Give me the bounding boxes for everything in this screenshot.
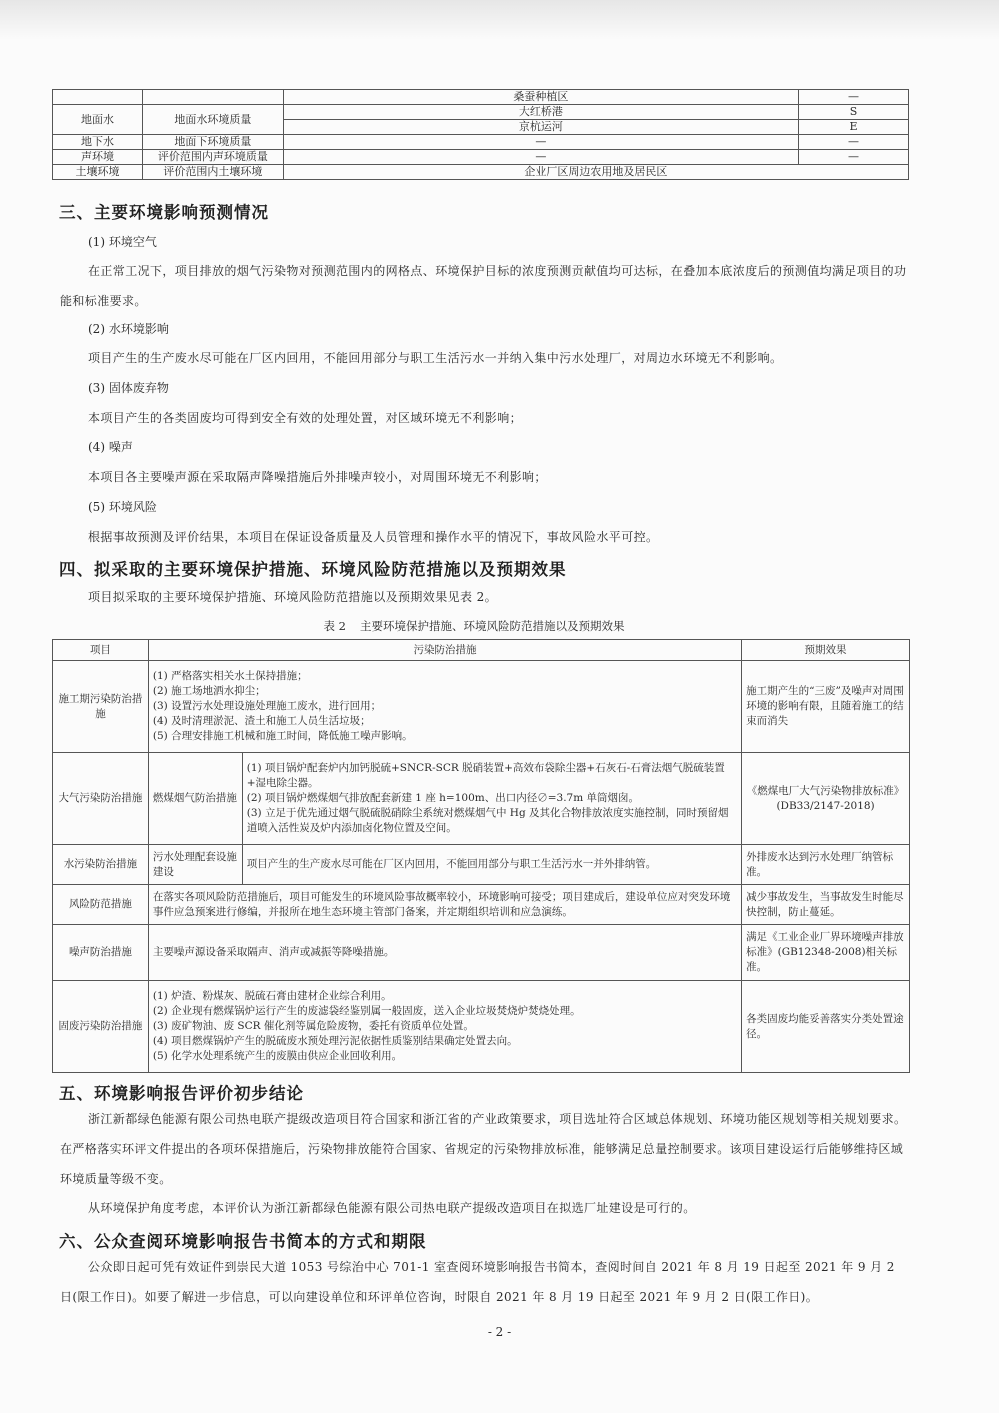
measure-item: (2) 企业现有燃煤锅炉运行产生的废滤袋经鉴别属一般固废，送入企业垃圾焚烧炉焚烧处理。: [152, 1005, 581, 1017]
paragraph: 浙江新都绿色能源有限公司热电联产提级改造项目符合国家和浙江省的产业政策要求，项目选址符合区域总体规划、环境功能区规划等相关规划要求。在严格落实环评文件提出的各项环保措施后，污染物排放能符合国家、省规定的污染物排放标准，能够满足总量控制要求。该项目建设运行后能够维持区域环境质量等级不变。: [60, 1112, 907, 1186]
table-row: [53, 845, 910, 885]
table-row: [53, 981, 910, 1073]
cell-factor: 地面水环境质量: [142, 105, 283, 135]
cell-factor: 评价范围内声环境质量: [142, 150, 283, 165]
header-item: 项目: [53, 640, 149, 661]
scan-shadow: [0, 0, 999, 40]
cell-category: 土壤环境: [53, 165, 143, 180]
cell-effect: 施工期产生的“三废”及噪声对周围环境的影响有限，且随着施工的结束而消失: [742, 661, 910, 753]
paragraph: 本项目各主要噪声源在采取隔声降噪措施后外排噪声较小，对周围环境无不利影响；: [88, 470, 547, 484]
measure-item: 项目产生的生产废水尽可能在厂区内回用，不能回用部分与职工生活污水一并外排纳管。: [246, 858, 657, 870]
measure-item: (5) 化学水处理系统产生的废膜由供应企业回收利用。: [152, 1050, 403, 1062]
cell-target: 京杭运河: [283, 120, 798, 135]
cell-target: 大红桥港: [283, 105, 798, 120]
measure-item: 主要噪声源设备采取隔声、消声或减振等降噪措施。: [152, 946, 395, 958]
measure-item: (4) 及时清理淤泥、渣土和施工人员生活垃圾；: [152, 715, 371, 727]
table-caption-text: 主要环境保护措施、环境风险防范措施以及预期效果: [359, 619, 625, 633]
cell-item: 固废污染防治措施: [53, 981, 149, 1073]
cell-target: —: [283, 150, 798, 165]
header-measures: 污染防治措施: [148, 640, 741, 661]
cell-item: 风险防范措施: [53, 885, 149, 925]
header-effect: 预期效果: [742, 640, 910, 661]
cell-target: 桑蚕种植区: [283, 90, 798, 105]
paragraph: 在正常工况下，项目排放的烟气污染物对预测范围内的网格点、环境保护目标的浓度预测贡献值均可达标，在叠加本底浓度后的预测值均满足项目的功能和标准要求。: [60, 264, 907, 308]
measure-item: (1) 炉渣、粉煤灰、脱硫石膏由建材企业综合利用。: [152, 990, 392, 1002]
cell-measures: [148, 925, 741, 981]
cell-measures: [148, 885, 741, 925]
measure-item: (3) 立足于优先通过烟气脱硫脱硝除尘系统对燃煤烟气中 Hg 及其化合物排放浓度实施控制，同时预留烟道喷入活性炭及炉内添加卤化物位置及空间。: [246, 807, 729, 834]
table-row: [53, 90, 909, 105]
cell-effect: 减少事故发生，当事故发生时能尽快控制，防止蔓延。: [742, 885, 910, 925]
environment-targets-table: [52, 89, 909, 180]
measures-table: [52, 639, 910, 1073]
measure-item: (4) 项目燃煤锅炉产生的脱硫废水预处理污泥依据性质鉴别结果确定处置去向。: [152, 1035, 518, 1047]
cell-measures: [148, 661, 741, 753]
paragraph: 公众即日起可凭有效证件到崇民大道 1053 号综治中心 701-1 室查阅环境影响报告书简本，查阅时间自 2021 年 8 月 19 日起至 2021 年 9 月 2 日(限工作日)。如要了解进一步信息，可以向建设单位和环评单位咨询，时限自 2021 年 8 月 19 日起至 2021 年 9 月 2 日(限工作日)。: [60, 1260, 895, 1304]
cell-target: 企业厂区周边农用地及居民区: [283, 165, 908, 180]
table-row: [53, 150, 909, 165]
paragraph: 本项目产生的各类固废均可得到安全有效的处理处置，对区域环境无不利影响；: [88, 411, 523, 425]
table-row: [53, 885, 910, 925]
cell-category: [53, 90, 143, 105]
section-6-heading: 六、公众查阅环境影响报告书简本的方式和期限: [59, 1232, 427, 1251]
cell-factor: [142, 90, 283, 105]
paragraph: 项目拟采取的主要环境保护措施、环境风险防范措施以及预期效果见表 2。: [88, 590, 498, 604]
section-4-heading: 四、拟采取的主要环境保护措施、环境风险防范措施以及预期效果: [59, 560, 567, 579]
subsection-label: (5) 环境风险: [88, 500, 157, 514]
subsection-label: (2) 水环境影响: [88, 322, 169, 336]
table-row: [53, 753, 910, 845]
cell-target: —: [283, 135, 798, 150]
paragraph: 从环境保护角度考虑，本评价认为浙江新都绿色能源有限公司热电联产提级改造项目在拟选厂址建设是可行的。: [88, 1201, 696, 1215]
cell-category: 地下水: [53, 135, 143, 150]
cell-grade: —: [799, 135, 909, 150]
cell-sub: 燃煤烟气防治措施: [148, 753, 242, 845]
cell-effect: 满足《工业企业厂界环境噪声排放标准》(GB12348-2008)相关标准。: [742, 925, 910, 981]
cell-factor: 地面下环境质量: [142, 135, 283, 150]
cell-category: 地面水: [53, 105, 143, 135]
cell-grade: —: [799, 150, 909, 165]
section-5-heading: 五、环境影响报告评价初步结论: [59, 1084, 304, 1103]
paragraph: 项目产生的生产废水尽可能在厂区内回用，不能回用部分与职工生活污水一并纳入集中污水处理厂，对周边水环境无不利影响。: [88, 351, 783, 365]
measure-item: (1) 严格落实相关水土保持措施；: [152, 670, 308, 682]
cell-measures: [242, 753, 741, 845]
table-row: [53, 135, 909, 150]
measure-item: (5) 合理安排施工机械和施工时间，降低施工噪声影响。: [152, 730, 413, 742]
subsection-label: (4) 噪声: [88, 440, 133, 454]
cell-item: 噪声防治措施: [53, 925, 149, 981]
measure-item: (2) 项目锅炉燃煤烟气排放配套新建 1 座 h=100m、出口内径∅=3.7m 单筒烟囱。: [246, 792, 640, 804]
subsection-label: (1) 环境空气: [88, 235, 157, 249]
cell-effect: 外排废水达到污水处理厂纳管标准。: [742, 845, 910, 885]
table-row: [53, 925, 910, 981]
table-row: [53, 105, 909, 120]
table-row: [53, 165, 909, 180]
cell-effect: 《燃煤电厂大气污染物排放标准》(DB33/2147-2018): [742, 753, 910, 845]
table-caption-number: 表 2: [323, 619, 346, 633]
cell-grade: E: [799, 120, 909, 135]
table-caption: [52, 618, 910, 634]
subsection-label: (3) 固体废弃物: [88, 381, 169, 395]
measure-item: (2) 施工场地洒水抑尘；: [152, 685, 266, 697]
cell-category: 声环境: [53, 150, 143, 165]
measure-item: (3) 设置污水处理设施处理施工废水，进行回用；: [152, 700, 382, 712]
cell-item: 施工期污染防治措施: [53, 661, 149, 753]
cell-factor: 评价范围内土壤环境: [142, 165, 283, 180]
cell-effect: 各类固废均能妥善落实分类处置途径。: [742, 981, 910, 1073]
cell-item: 大气污染防治措施: [53, 753, 149, 845]
cell-measures: [242, 845, 741, 885]
cell-item: 水污染防治措施: [53, 845, 149, 885]
page-number: - 2 -: [487, 1325, 512, 1339]
table-row: [53, 661, 910, 753]
cell-measures: [148, 981, 741, 1073]
measure-item: (1) 项目锅炉配套炉内加钙脱硫+SNCR-SCR 脱硝装置+高效布袋除尘器+石灰石-石膏法烟气脱硫装置+湿电除尘器。: [246, 762, 725, 789]
measure-item: (3) 废矿物油、废 SCR 催化剂等属危险废物，委托有资质单位处置。: [152, 1020, 474, 1032]
cell-sub: 污水处理配套设施建设: [148, 845, 242, 885]
section-3-heading: 三、主要环境影响预测情况: [59, 203, 269, 222]
measure-item: 在落实各项风险防范措施后，项目可能发生的环境风险事故概率较小，环境影响可接受；项目建成后，建设单位应对突发环境事件应急预案进行修编，并报所在地生态环境主管部门备案，并定期组织培训和应急演练。: [152, 890, 731, 918]
cell-grade: —: [799, 90, 909, 105]
table-header-row: [53, 640, 910, 661]
paragraph: 根据事故预测及评价结果，本项目在保证设备质量及人员管理和操作水平的情况下，事故风险水平可控。: [88, 530, 659, 544]
cell-grade: S: [799, 105, 909, 120]
